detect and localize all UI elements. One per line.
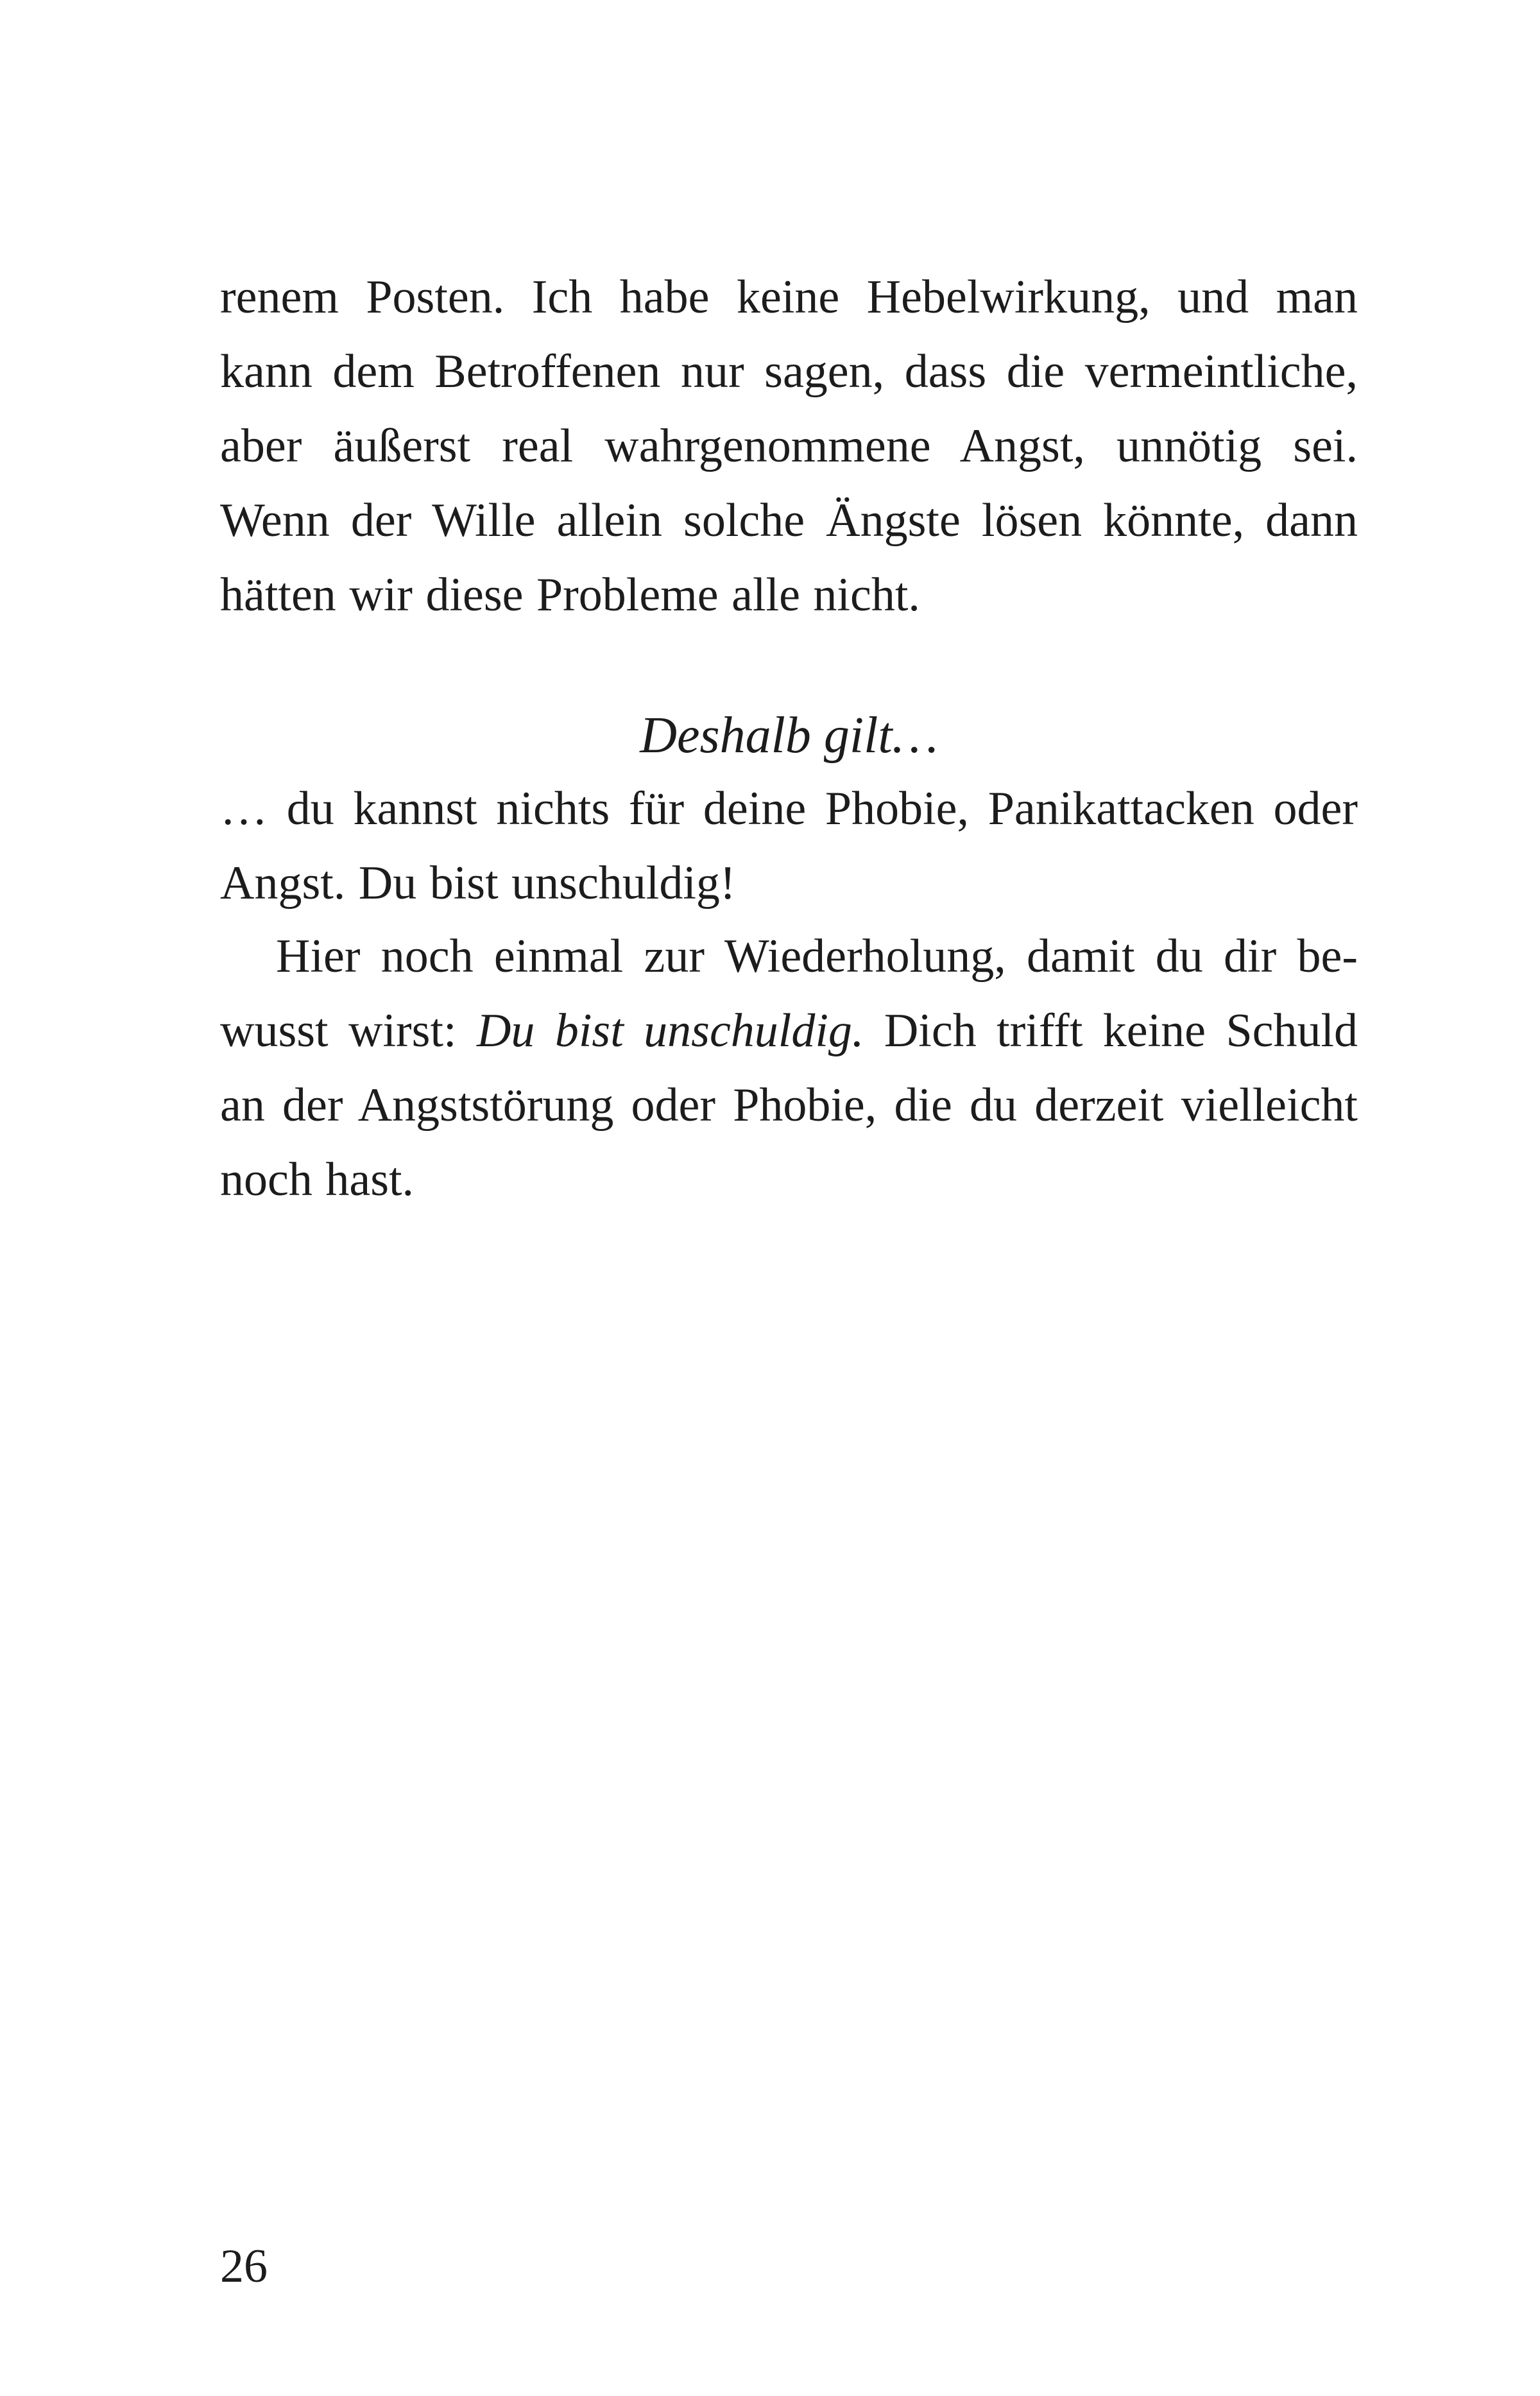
paragraph-1-line-2: kann dem Betroffenen nur sagen, dass die vermeintliche, (220, 345, 1358, 398)
paragraph-3-line-2-start: wusst wirst: (220, 1004, 477, 1057)
page-number: 26 (220, 2240, 268, 2293)
paragraph-3-line-1: Hier noch einmal zur Wiederholung, damit du dir be- (276, 930, 1358, 983)
paragraph-3-line-4: noch hast. (220, 1153, 415, 1206)
emphasis-unschuldig: Du bist unschuldig. (476, 1004, 864, 1057)
paragraph-3-line-2-end: Dich trifft keine Schuld (864, 1004, 1358, 1057)
paragraph-3 (220, 919, 1358, 1217)
paragraph-2 (220, 771, 1358, 920)
paragraph-3-line-2 (220, 994, 1358, 1068)
paragraph-1 (220, 260, 1358, 632)
paragraph-1-line-1: renem Posten. Ich habe keine Hebelwirkung, und man (220, 271, 1358, 323)
paragraph-1-line-3: aber äußerst real wahrgenommene Angst, unnötig sei. (220, 420, 1358, 472)
paragraph-1-line-5: hätten wir diese Probleme alle nicht. (220, 569, 920, 621)
section-heading: Deshalb gilt… (640, 707, 938, 764)
paragraph-2-line-2: Angst. Du bist unschuldig! (220, 857, 736, 909)
paragraph-3-line-3: an der Angststörung oder Phobie, die du derzeit vielleicht (220, 1079, 1358, 1132)
paragraph-1-line-4: Wenn der Wille allein solche Ängste lösen könnte, dann (220, 494, 1358, 547)
paragraph-2-line-1: … du kannst nichts für deine Phobie, Panikattacken oder (220, 782, 1358, 835)
